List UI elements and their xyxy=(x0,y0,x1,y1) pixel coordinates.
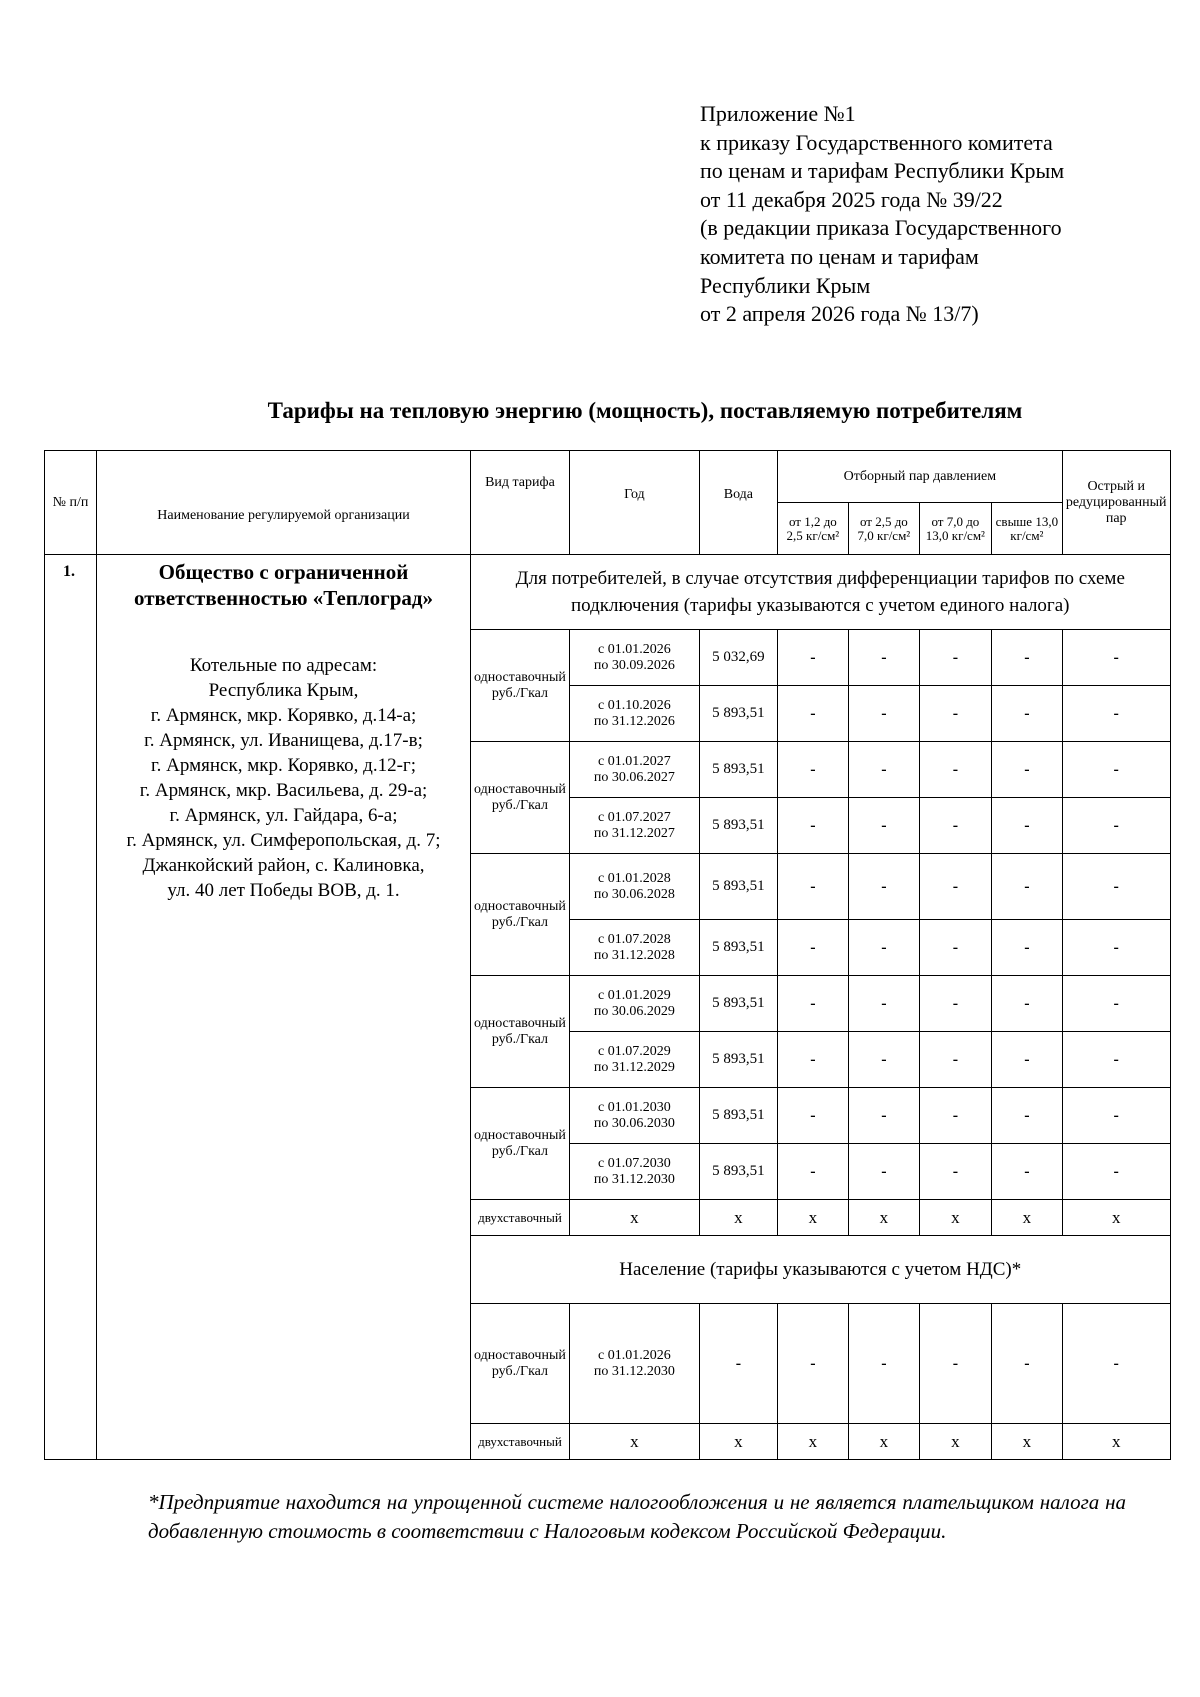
empty-value-dash: - xyxy=(1062,976,1170,1032)
empty-value-dash: - xyxy=(991,976,1062,1032)
period-to: по 30.06.2030 xyxy=(593,1115,675,1131)
empty-value-dash: - xyxy=(777,630,848,686)
appendix-line: от 2 апреля 2026 года № 13/7) xyxy=(700,301,979,327)
tariff-type-cell: одноставочный руб./Гкал xyxy=(471,854,570,976)
empty-value-dash: - xyxy=(991,920,1062,976)
empty-value-dash: - xyxy=(848,630,919,686)
water-tariff-value: 5 893,51 xyxy=(699,1088,777,1144)
period-from: с 01.01.2028 xyxy=(598,870,671,886)
empty-value-dash: - xyxy=(991,1088,1062,1144)
empty-value-dash: - xyxy=(699,1304,777,1424)
empty-value-dash: - xyxy=(777,1032,848,1088)
address-line: г. Армянск, ул. Иванищева, д.17-в; xyxy=(144,730,423,751)
water-tariff-value: 5 893,51 xyxy=(699,686,777,742)
appendix-line: к приказу Государственного комитета xyxy=(700,129,1053,155)
address-line: г. Армянск, мкр. Корявко, д.12-г; xyxy=(151,755,416,776)
header-no: № п/п xyxy=(45,451,97,555)
not-applicable-x: х xyxy=(1062,1200,1170,1236)
empty-value-dash: - xyxy=(991,1304,1062,1424)
empty-value-dash: - xyxy=(777,854,848,920)
period-to: по 31.12.2030 xyxy=(593,1363,675,1379)
period-from: с 01.01.2027 xyxy=(598,753,671,769)
period-cell xyxy=(569,1088,699,1144)
header-tariff-type: Вид тарифа xyxy=(471,451,570,555)
empty-value-dash: - xyxy=(991,686,1062,742)
tariff-type-cell: двухставочный xyxy=(471,1200,570,1236)
tariff-table xyxy=(44,450,1171,1460)
address-line: г. Армянск, мкр. Васильева, д. 29-а; xyxy=(139,780,428,801)
not-applicable-x: х xyxy=(569,1424,699,1460)
empty-value-dash: - xyxy=(919,630,991,686)
not-applicable-x: х xyxy=(848,1200,919,1236)
empty-value-dash: - xyxy=(848,798,919,854)
period-from: с 01.01.2029 xyxy=(598,987,671,1003)
empty-value-dash: - xyxy=(848,1304,919,1424)
empty-value-dash: - xyxy=(848,854,919,920)
tariff-type-cell: одноставочный руб./Гкал xyxy=(471,742,570,854)
empty-value-dash: - xyxy=(777,976,848,1032)
period-to: по 31.12.2030 xyxy=(593,1171,675,1187)
empty-value-dash: - xyxy=(777,798,848,854)
appendix-line: Приложение №1 xyxy=(700,101,856,126)
not-applicable-x: х xyxy=(699,1424,777,1460)
empty-value-dash: - xyxy=(1062,1144,1170,1200)
period-from: с 01.01.2030 xyxy=(598,1099,671,1115)
water-tariff-value: 5 032,69 xyxy=(699,630,777,686)
empty-value-dash: - xyxy=(919,742,991,798)
address-line: г. Армянск, мкр. Корявко, д.14-а; xyxy=(150,705,417,726)
not-applicable-x: х xyxy=(699,1200,777,1236)
period-cell xyxy=(569,1144,699,1200)
empty-value-dash: - xyxy=(848,1144,919,1200)
water-tariff-value: 5 893,51 xyxy=(699,798,777,854)
empty-value-dash: - xyxy=(848,1032,919,1088)
consumers-banner: Для потребителей, в случае отсутствия дифференциации тарифов по схеме подключения (тарифы указываются с учетом единого налога) xyxy=(471,555,1171,630)
empty-value-dash: - xyxy=(848,686,919,742)
water-tariff-value: 5 893,51 xyxy=(699,920,777,976)
period-to: по 31.12.2028 xyxy=(593,947,675,963)
tariff-type-cell: двухставочный xyxy=(471,1424,570,1460)
period-to: по 31.12.2027 xyxy=(593,825,675,841)
tariff-table-body xyxy=(45,451,1171,1460)
tariff-type-cell: одноставочный руб./Гкал xyxy=(471,630,570,742)
row-number: 1. xyxy=(45,555,97,1460)
period-from: с 01.01.2026 xyxy=(598,641,671,657)
header-pressure-2: от 2,5 до 7,0 кг/см² xyxy=(848,503,919,555)
period-from: с 01.07.2028 xyxy=(598,931,671,947)
period-cell xyxy=(569,920,699,976)
organization-addresses xyxy=(100,653,467,903)
empty-value-dash: - xyxy=(777,686,848,742)
not-applicable-x: х xyxy=(777,1200,848,1236)
period-cell xyxy=(569,742,699,798)
header-water: Вода xyxy=(699,451,777,555)
footnote: *Предприятие находится на упрощенной системе налогообложения и не является плательщиком налога на добавленную стоимость в соответствии с Налоговым кодексом Российской Федерации. xyxy=(148,1490,1126,1543)
empty-value-dash: - xyxy=(848,920,919,976)
empty-value-dash: - xyxy=(777,1304,848,1424)
empty-value-dash: - xyxy=(919,1144,991,1200)
period-from: с 01.07.2030 xyxy=(598,1155,671,1171)
period-cell xyxy=(569,798,699,854)
empty-value-dash: - xyxy=(1062,798,1170,854)
water-tariff-value: 5 893,51 xyxy=(699,1144,777,1200)
not-applicable-x: х xyxy=(991,1200,1062,1236)
appendix-line: по ценам и тарифам Республики Крым xyxy=(700,158,1065,184)
not-applicable-x: х xyxy=(848,1424,919,1460)
not-applicable-x: х xyxy=(569,1200,699,1236)
period-from: с 01.10.2026 xyxy=(598,697,671,713)
water-tariff-value: 5 893,51 xyxy=(699,1032,777,1088)
period-from: с 01.07.2027 xyxy=(598,809,671,825)
period-cell xyxy=(569,854,699,920)
header-pressure-4: свыше 13,0 кг/см² xyxy=(991,503,1062,555)
empty-value-dash: - xyxy=(919,920,991,976)
empty-value-dash: - xyxy=(991,742,1062,798)
empty-value-dash: - xyxy=(1062,630,1170,686)
tariff-type-cell: одноставочный руб./Гкал xyxy=(471,1304,570,1424)
not-applicable-x: х xyxy=(1062,1424,1170,1460)
address-line: Республика Крым, xyxy=(208,680,359,701)
period-to: по 30.06.2029 xyxy=(593,1003,675,1019)
empty-value-dash: - xyxy=(848,1088,919,1144)
not-applicable-x: х xyxy=(919,1200,991,1236)
empty-value-dash: - xyxy=(919,1032,991,1088)
organization-name: Общество с ограниченной ответственностью «Теплоград» xyxy=(133,560,434,610)
address-line: Джанкойский район, с. Калиновка, xyxy=(142,855,425,876)
period-cell xyxy=(569,1304,699,1424)
empty-value-dash: - xyxy=(1062,686,1170,742)
period-to: по 31.12.2026 xyxy=(593,713,675,729)
empty-value-dash: - xyxy=(777,742,848,798)
water-tariff-value: 5 893,51 xyxy=(699,854,777,920)
empty-value-dash: - xyxy=(919,686,991,742)
water-tariff-value: 5 893,51 xyxy=(699,742,777,798)
empty-value-dash: - xyxy=(848,742,919,798)
empty-value-dash: - xyxy=(919,1304,991,1424)
period-cell xyxy=(569,686,699,742)
address-line: г. Армянск, ул. Симферопольская, д. 7; xyxy=(126,830,441,851)
address-line: г. Армянск, ул. Гайдара, 6-а; xyxy=(169,805,398,826)
appendix-header xyxy=(700,100,1064,329)
empty-value-dash: - xyxy=(848,976,919,1032)
empty-value-dash: - xyxy=(991,798,1062,854)
empty-value-dash: - xyxy=(991,1032,1062,1088)
appendix-line: комитета по ценам и тарифам xyxy=(700,243,979,269)
appendix-line: (в редакции приказа Государственного xyxy=(700,215,1062,241)
empty-value-dash: - xyxy=(1062,854,1170,920)
empty-value-dash: - xyxy=(919,1088,991,1144)
empty-value-dash: - xyxy=(777,1088,848,1144)
header-pressure-3: от 7,0 до 13,0 кг/см² xyxy=(919,503,991,555)
not-applicable-x: х xyxy=(777,1424,848,1460)
empty-value-dash: - xyxy=(1062,1304,1170,1424)
empty-value-dash: - xyxy=(1062,742,1170,798)
organization-cell xyxy=(97,555,471,1460)
period-from: с 01.01.2026 xyxy=(598,1347,671,1363)
period-to: по 30.09.2026 xyxy=(593,657,675,673)
address-line: Котельные по адресам: xyxy=(189,655,378,676)
tariff-type-cell: одноставочный руб./Гкал xyxy=(471,976,570,1088)
period-cell xyxy=(569,1032,699,1088)
empty-value-dash: - xyxy=(919,854,991,920)
header-org: Наименование регулируемой организации xyxy=(97,451,471,555)
empty-value-dash: - xyxy=(777,920,848,976)
empty-value-dash: - xyxy=(1062,920,1170,976)
header-sharp-steam: Острый и редуцированный пар xyxy=(1062,451,1170,555)
tariff-type-cell: одноставочный руб./Гкал xyxy=(471,1088,570,1200)
appendix-line: Республики Крым xyxy=(700,272,871,298)
empty-value-dash: - xyxy=(919,798,991,854)
water-tariff-value: 5 893,51 xyxy=(699,976,777,1032)
empty-value-dash: - xyxy=(991,630,1062,686)
empty-value-dash: - xyxy=(991,1144,1062,1200)
period-from: с 01.07.2029 xyxy=(598,1043,671,1059)
header-steam-group: Отборный пар давлением xyxy=(777,451,1062,503)
header-pressure-1: от 1,2 до 2,5 кг/см² xyxy=(777,503,848,555)
appendix-line: от 11 декабря 2025 года № 39/22 xyxy=(700,186,1003,212)
population-banner: Население (тарифы указываются с учетом НДС)* xyxy=(471,1236,1171,1304)
not-applicable-x: х xyxy=(991,1424,1062,1460)
not-applicable-x: х xyxy=(919,1424,991,1460)
empty-value-dash: - xyxy=(777,1144,848,1200)
period-to: по 30.06.2028 xyxy=(593,886,675,902)
empty-value-dash: - xyxy=(991,854,1062,920)
header-year: Год xyxy=(569,451,699,555)
address-line: ул. 40 лет Победы ВОВ, д. 1. xyxy=(167,880,400,901)
period-to: по 30.06.2027 xyxy=(593,769,675,785)
document-title: Тарифы на тепловую энергию (мощность), поставляемую потребителям xyxy=(267,398,1023,423)
empty-value-dash: - xyxy=(919,976,991,1032)
period-cell xyxy=(569,630,699,686)
period-to: по 31.12.2029 xyxy=(593,1059,675,1075)
empty-value-dash: - xyxy=(1062,1032,1170,1088)
empty-value-dash: - xyxy=(1062,1088,1170,1144)
period-cell xyxy=(569,976,699,1032)
